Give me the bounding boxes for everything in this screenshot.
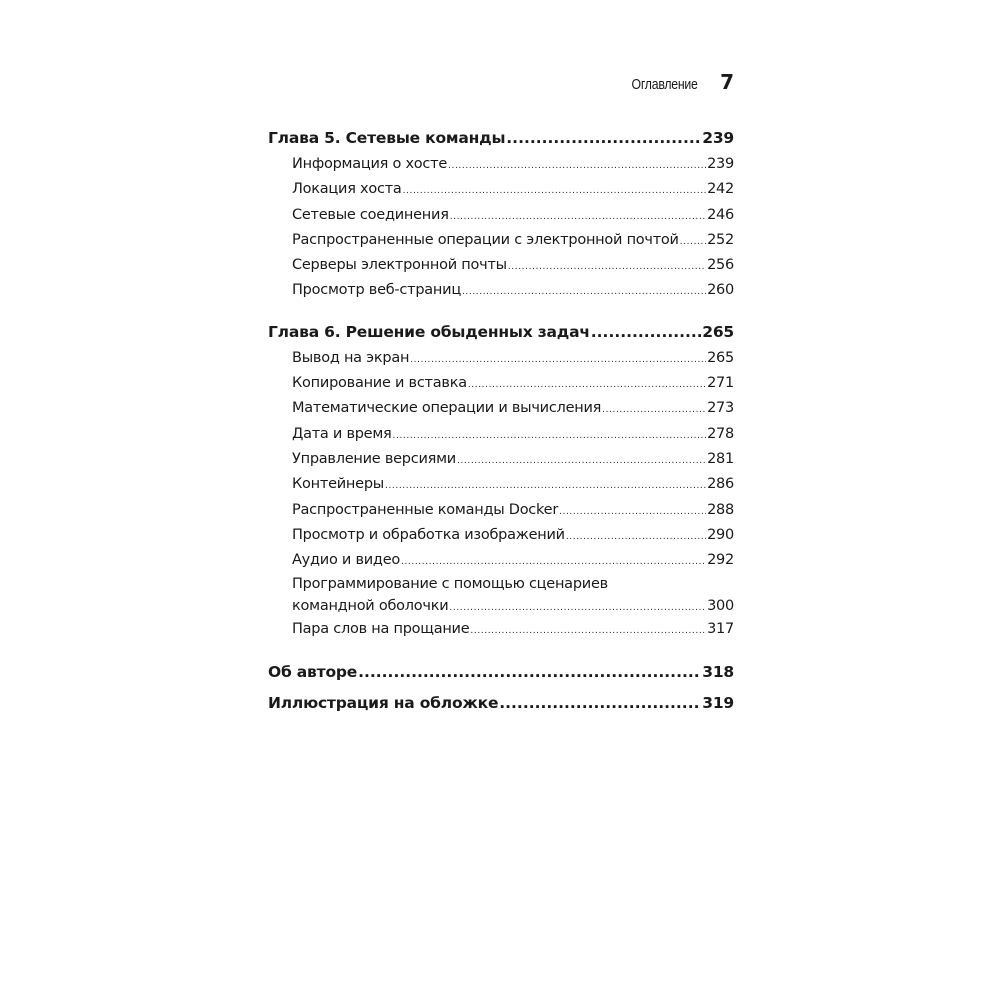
section-title: Пара слов на прощание <box>292 621 470 638</box>
dot-leader <box>591 318 701 346</box>
section-title: Распространенные операции с электронной почтой <box>292 231 679 248</box>
dot-leader <box>602 398 706 423</box>
dot-leader <box>449 597 706 619</box>
dot-leader <box>508 255 706 280</box>
table-of-contents <box>268 124 734 719</box>
chapter-title: Об авторе <box>268 662 358 681</box>
section-page: 265 <box>707 349 734 366</box>
dot-leader <box>468 373 706 398</box>
section-page: 300 <box>707 598 734 615</box>
section-page: 273 <box>707 400 734 417</box>
dot-leader <box>506 124 701 152</box>
section-title: Распространенные команды Docker <box>292 501 559 518</box>
toc-section[interactable] <box>268 396 734 421</box>
dot-leader <box>462 280 706 305</box>
section-page: 290 <box>707 526 734 543</box>
toc-section[interactable] <box>268 203 734 228</box>
chapter-spacer <box>268 304 734 318</box>
section-title: Серверы электронной почты <box>292 257 507 274</box>
toc-section[interactable] <box>268 152 734 177</box>
section-title: Копирование и вставка <box>292 375 467 392</box>
section-title-line-1: Программирование с помощью сценариев <box>292 576 608 593</box>
dot-leader <box>358 657 701 688</box>
dot-leader <box>457 449 706 474</box>
section-title: Математические операции и вычисления <box>292 400 602 417</box>
toc-about-author[interactable] <box>268 657 734 688</box>
toc-section[interactable] <box>268 422 734 447</box>
chapter-page: 318 <box>702 662 734 681</box>
section-page: 239 <box>707 156 734 172</box>
section-title: Информация о хосте <box>292 156 448 172</box>
section-page: 288 <box>707 501 734 518</box>
section-title-line-2-row <box>292 595 734 617</box>
chapter-page: 265 <box>702 322 734 341</box>
chapter-spacer <box>268 643 734 657</box>
dot-leader <box>566 525 706 550</box>
book-page <box>268 0 734 1000</box>
section-page: 281 <box>707 450 734 467</box>
running-title: Оглавление <box>631 76 699 93</box>
section-page: 292 <box>707 552 734 569</box>
toc-section[interactable] <box>268 472 734 497</box>
dot-leader <box>403 179 707 204</box>
dot-leader <box>448 154 706 179</box>
toc-cover-illustration[interactable] <box>268 688 734 719</box>
section-page: 246 <box>707 206 734 223</box>
toc-section[interactable] <box>268 447 734 472</box>
section-page: 278 <box>707 425 734 442</box>
dot-leader <box>470 619 706 644</box>
toc-section[interactable] <box>268 617 734 642</box>
section-title: Просмотр веб-страниц <box>292 282 461 299</box>
toc-section[interactable] <box>268 548 734 573</box>
section-page: 252 <box>707 231 734 248</box>
toc-section[interactable] <box>268 523 734 548</box>
chapter-title: Иллюстрация на обложке <box>268 693 499 712</box>
page-number: 7 <box>720 70 734 94</box>
section-page: 286 <box>707 476 734 493</box>
toc-chapter-6[interactable] <box>268 318 734 346</box>
section-page: 242 <box>707 181 734 198</box>
section-title: Вывод на экран <box>292 349 410 366</box>
section-title: Дата и время <box>292 425 392 442</box>
toc-section[interactable] <box>268 278 734 303</box>
chapter-title: Глава 5. Сетевые команды <box>268 129 506 147</box>
section-title-line-2: командной оболочки <box>292 598 449 615</box>
section-page: 271 <box>707 375 734 392</box>
dot-leader <box>680 230 706 255</box>
dot-leader <box>401 550 706 575</box>
toc-section[interactable] <box>268 177 734 202</box>
section-title: Просмотр и обработка изображений <box>292 526 565 543</box>
section-title: Контейнеры <box>292 476 384 493</box>
toc-section[interactable] <box>268 228 734 253</box>
chapter-page: 319 <box>702 693 734 712</box>
chapter-title: Глава 6. Решение обыденных задач <box>268 322 590 341</box>
toc-section[interactable] <box>268 371 734 396</box>
dot-leader <box>499 688 701 719</box>
dot-leader <box>450 205 706 230</box>
dot-leader <box>559 500 706 525</box>
section-title: Управление версиями <box>292 450 456 467</box>
toc-section[interactable] <box>268 498 734 523</box>
dot-leader <box>393 424 707 449</box>
running-head <box>617 70 734 94</box>
section-page: 260 <box>707 282 734 299</box>
dot-leader <box>385 474 706 499</box>
section-page: 256 <box>707 257 734 274</box>
dot-leader <box>410 348 706 373</box>
toc-section[interactable] <box>268 253 734 278</box>
chapter-page: 239 <box>702 129 734 147</box>
toc-section[interactable] <box>268 573 734 617</box>
section-page: 317 <box>707 621 734 638</box>
section-title: Сетевые соединения <box>292 206 449 223</box>
section-title: Аудио и видео <box>292 552 400 569</box>
toc-section[interactable] <box>268 346 734 371</box>
toc-chapter-5[interactable] <box>268 124 734 152</box>
section-title: Локация хоста <box>292 181 402 198</box>
